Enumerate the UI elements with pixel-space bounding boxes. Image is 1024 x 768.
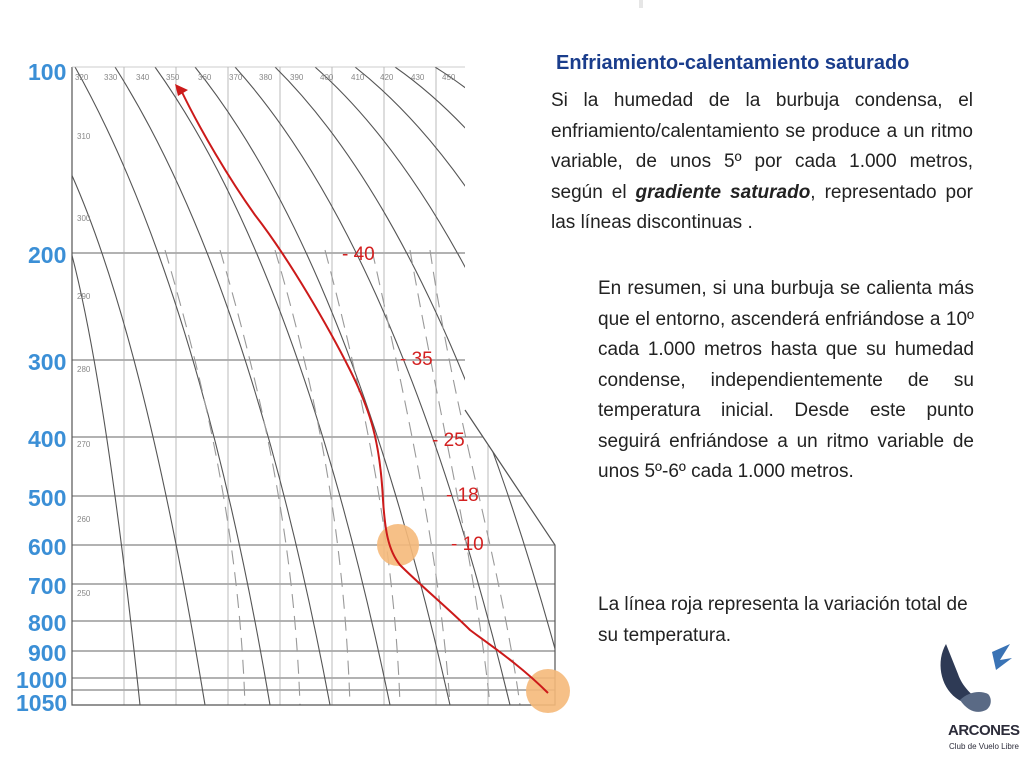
temperature-label: - 40 (342, 244, 375, 265)
pressure-label: 1050 (16, 690, 68, 716)
moist-adiabat (430, 250, 520, 705)
pressure-label: 600 (28, 534, 67, 560)
theta-label: 450 (442, 73, 456, 82)
pressure-axis (16, 59, 67, 716)
dry-adiabat (195, 67, 450, 705)
theta-label: 350 (166, 73, 180, 82)
theta-label: 340 (136, 73, 150, 82)
theta-side-labels (77, 132, 91, 598)
paragraph-text: , representado por las líneas discontinuas . (551, 181, 973, 233)
theta-label: 360 (198, 73, 212, 82)
theta-label: 320 (75, 73, 89, 82)
pressure-label: 800 (28, 610, 67, 636)
start-point-marker (526, 669, 570, 713)
condensation-point-marker (377, 524, 419, 566)
dry-adiabat (115, 67, 330, 705)
dry-adiabat (155, 67, 390, 705)
dry-adiabat (75, 67, 270, 705)
theta-label: 310 (77, 132, 91, 141)
temperature-label: - 10 (451, 534, 484, 555)
theta-label: 270 (77, 440, 91, 449)
pressure-label: 300 (28, 349, 67, 375)
diagram-border (72, 67, 555, 705)
pressure-label: 200 (28, 242, 67, 268)
temperature-label: - 25 (432, 430, 465, 451)
dry-adiabat (235, 67, 510, 705)
theta-top-labels (75, 73, 456, 82)
temperature-label: - 35 (400, 349, 433, 370)
theta-label: 410 (351, 73, 365, 82)
paragraph-saturated-gradient (551, 86, 973, 239)
dry-adiabat (60, 150, 205, 705)
theta-label: 390 (290, 73, 304, 82)
temperature-label: - 18 (446, 485, 479, 506)
paragraph-red-line: La línea roja representa la variación total de su temperatura. (598, 594, 968, 646)
moist-adiabat (275, 250, 350, 705)
moist-adiabat (220, 250, 300, 705)
bird-small-icon (992, 644, 1012, 670)
theta-label: 330 (104, 73, 118, 82)
section-heading: Enfriamiento-calentamiento saturado (556, 52, 910, 74)
pressure-label: 900 (28, 640, 67, 666)
isobar-lines (72, 253, 560, 690)
theta-label: 250 (77, 589, 91, 598)
moist-adiabat (325, 250, 400, 705)
theta-label: 400 (320, 73, 334, 82)
pressure-label: 100 (28, 59, 67, 85)
emphasis-text: gradiente saturado (635, 181, 811, 203)
theta-label: 420 (380, 73, 394, 82)
theta-label: 290 (77, 292, 91, 301)
logo-name: ARCONES (948, 722, 1020, 739)
moist-adiabat-lines (165, 250, 520, 705)
paragraph-text: Si la humedad de la burbuja condensa, el enfriamiento/calentamiento se produce a un ritmo variable, de unos 5º por cada 1.000 metros, según el (551, 90, 973, 203)
pressure-label: 1000 (16, 667, 68, 693)
pressure-label: 500 (28, 485, 67, 511)
theta-label: 260 (77, 515, 91, 524)
arrowhead-icon (175, 84, 188, 96)
logo-subtitle: Club de Vuelo Libre (949, 742, 1019, 751)
edge-mark (639, 0, 643, 8)
theta-label: 430 (411, 73, 425, 82)
moist-adiabat (165, 250, 245, 705)
paragraph-summary: En resumen, si una burbuja se calienta más que el entorno, ascenderá enfriándose a 10º cada 1.000 metros hasta que su humedad condense, independientemente de su temperatura inicial. Desde este punto seguirá enfriándose a un ritmo variable de unos 5º-6º cada 1.000 metros. (598, 278, 974, 482)
theta-label: 380 (259, 73, 273, 82)
theta-label: 300 (77, 214, 91, 223)
dry-adiabat (275, 67, 570, 705)
theta-label: 280 (77, 365, 91, 374)
pressure-label: 700 (28, 573, 67, 599)
pressure-label: 400 (28, 426, 67, 452)
theta-label: 370 (229, 73, 243, 82)
arcones-logo (934, 636, 1018, 758)
